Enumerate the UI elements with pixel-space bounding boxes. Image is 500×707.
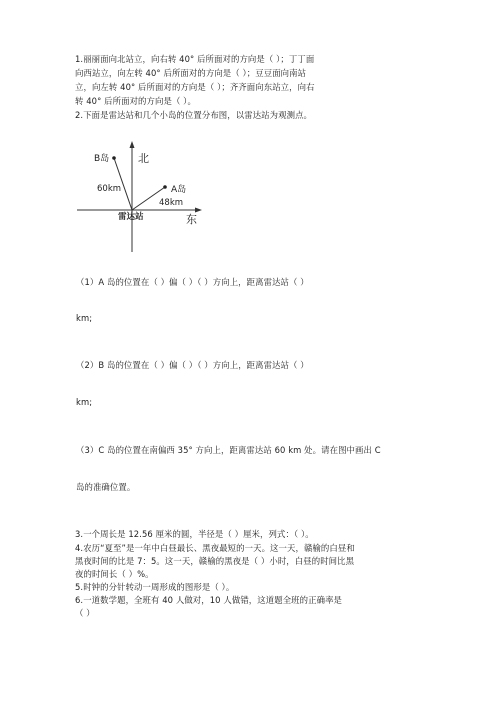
q6-line-2: （ ） [75, 608, 95, 618]
q2-sub1-line-2: km; [76, 313, 93, 323]
q2-sub2-line-2: km; [76, 397, 93, 407]
island-b-point [112, 156, 116, 160]
north-label: 北 [138, 152, 149, 165]
distance-a-label: 48km [159, 198, 184, 208]
q1-line-2: 向西站立，向左转 40° 后所面对的方向是（ ）；豆豆面向南站 [75, 68, 307, 78]
q2-sub2-line-1: （2）B 岛的位置在（ ）偏（ ）（ ）方向上，距离雷达站（ ） [76, 360, 309, 370]
q6-line-1: 6.一道数学题，全班有 40 人做对，10 人做错，这道题全班的正确率是 [75, 595, 343, 605]
distance-b-label: 60km [97, 184, 122, 194]
q4-line-2: 黑夜时间的比是 7：5。这一天，赣榆的黑夜是（ ）小时，白昼的时间比黑 [75, 556, 355, 566]
island-b-label: B岛 [94, 154, 110, 164]
q1-line-3: 立，向左转 40° 后所面对的方向是（ ）；齐齐面向东站立，向右 [75, 82, 315, 92]
radar-station-label: 雷达站 [118, 212, 144, 222]
island-a-label: A岛 [171, 185, 187, 195]
east-label: 东 [186, 213, 197, 226]
q2-sub1-line-1: （1）A 岛的位置在（ ）偏（ ）（ ）方向上，距离雷达站（ ） [76, 277, 309, 287]
q1-line-1: 1.丽丽面向北站立，向右转 40° 后所面对的方向是（ ）；丁丁面 [75, 54, 315, 64]
q5-text: 5.时钟的分针转动一周形成的图形是（ ）。 [75, 582, 235, 592]
q4-line-3: 夜的时间长（ ）%。 [75, 569, 154, 579]
q2-sub3-line-1: （3）C 岛的位置在南偏西 35° 方向上，距离雷达站 60 km 处。请在图中画出 C [76, 445, 381, 455]
q3-text: 3.一个周长是 12.56 厘米的圆，半径是（ ）厘米，列式：（ ）。 [75, 529, 314, 539]
q4-line-1: 4.农历“夏至”是一年中白昼最长、黑夜最短的一天。这一天，赣榆的白昼和 [75, 543, 355, 553]
q1-line-4: 转 40° 后所面对的方向是（ ）。 [75, 96, 196, 106]
east-arrow-icon [195, 208, 202, 213]
q2-intro: 2.下面是雷达站和几个小岛的位置分布图，以雷达站为观测点。 [75, 110, 313, 120]
north-arrow-icon [130, 141, 135, 148]
island-a-point [163, 185, 167, 189]
q2-sub3-line-2: 岛的准确位置。 [76, 482, 136, 492]
